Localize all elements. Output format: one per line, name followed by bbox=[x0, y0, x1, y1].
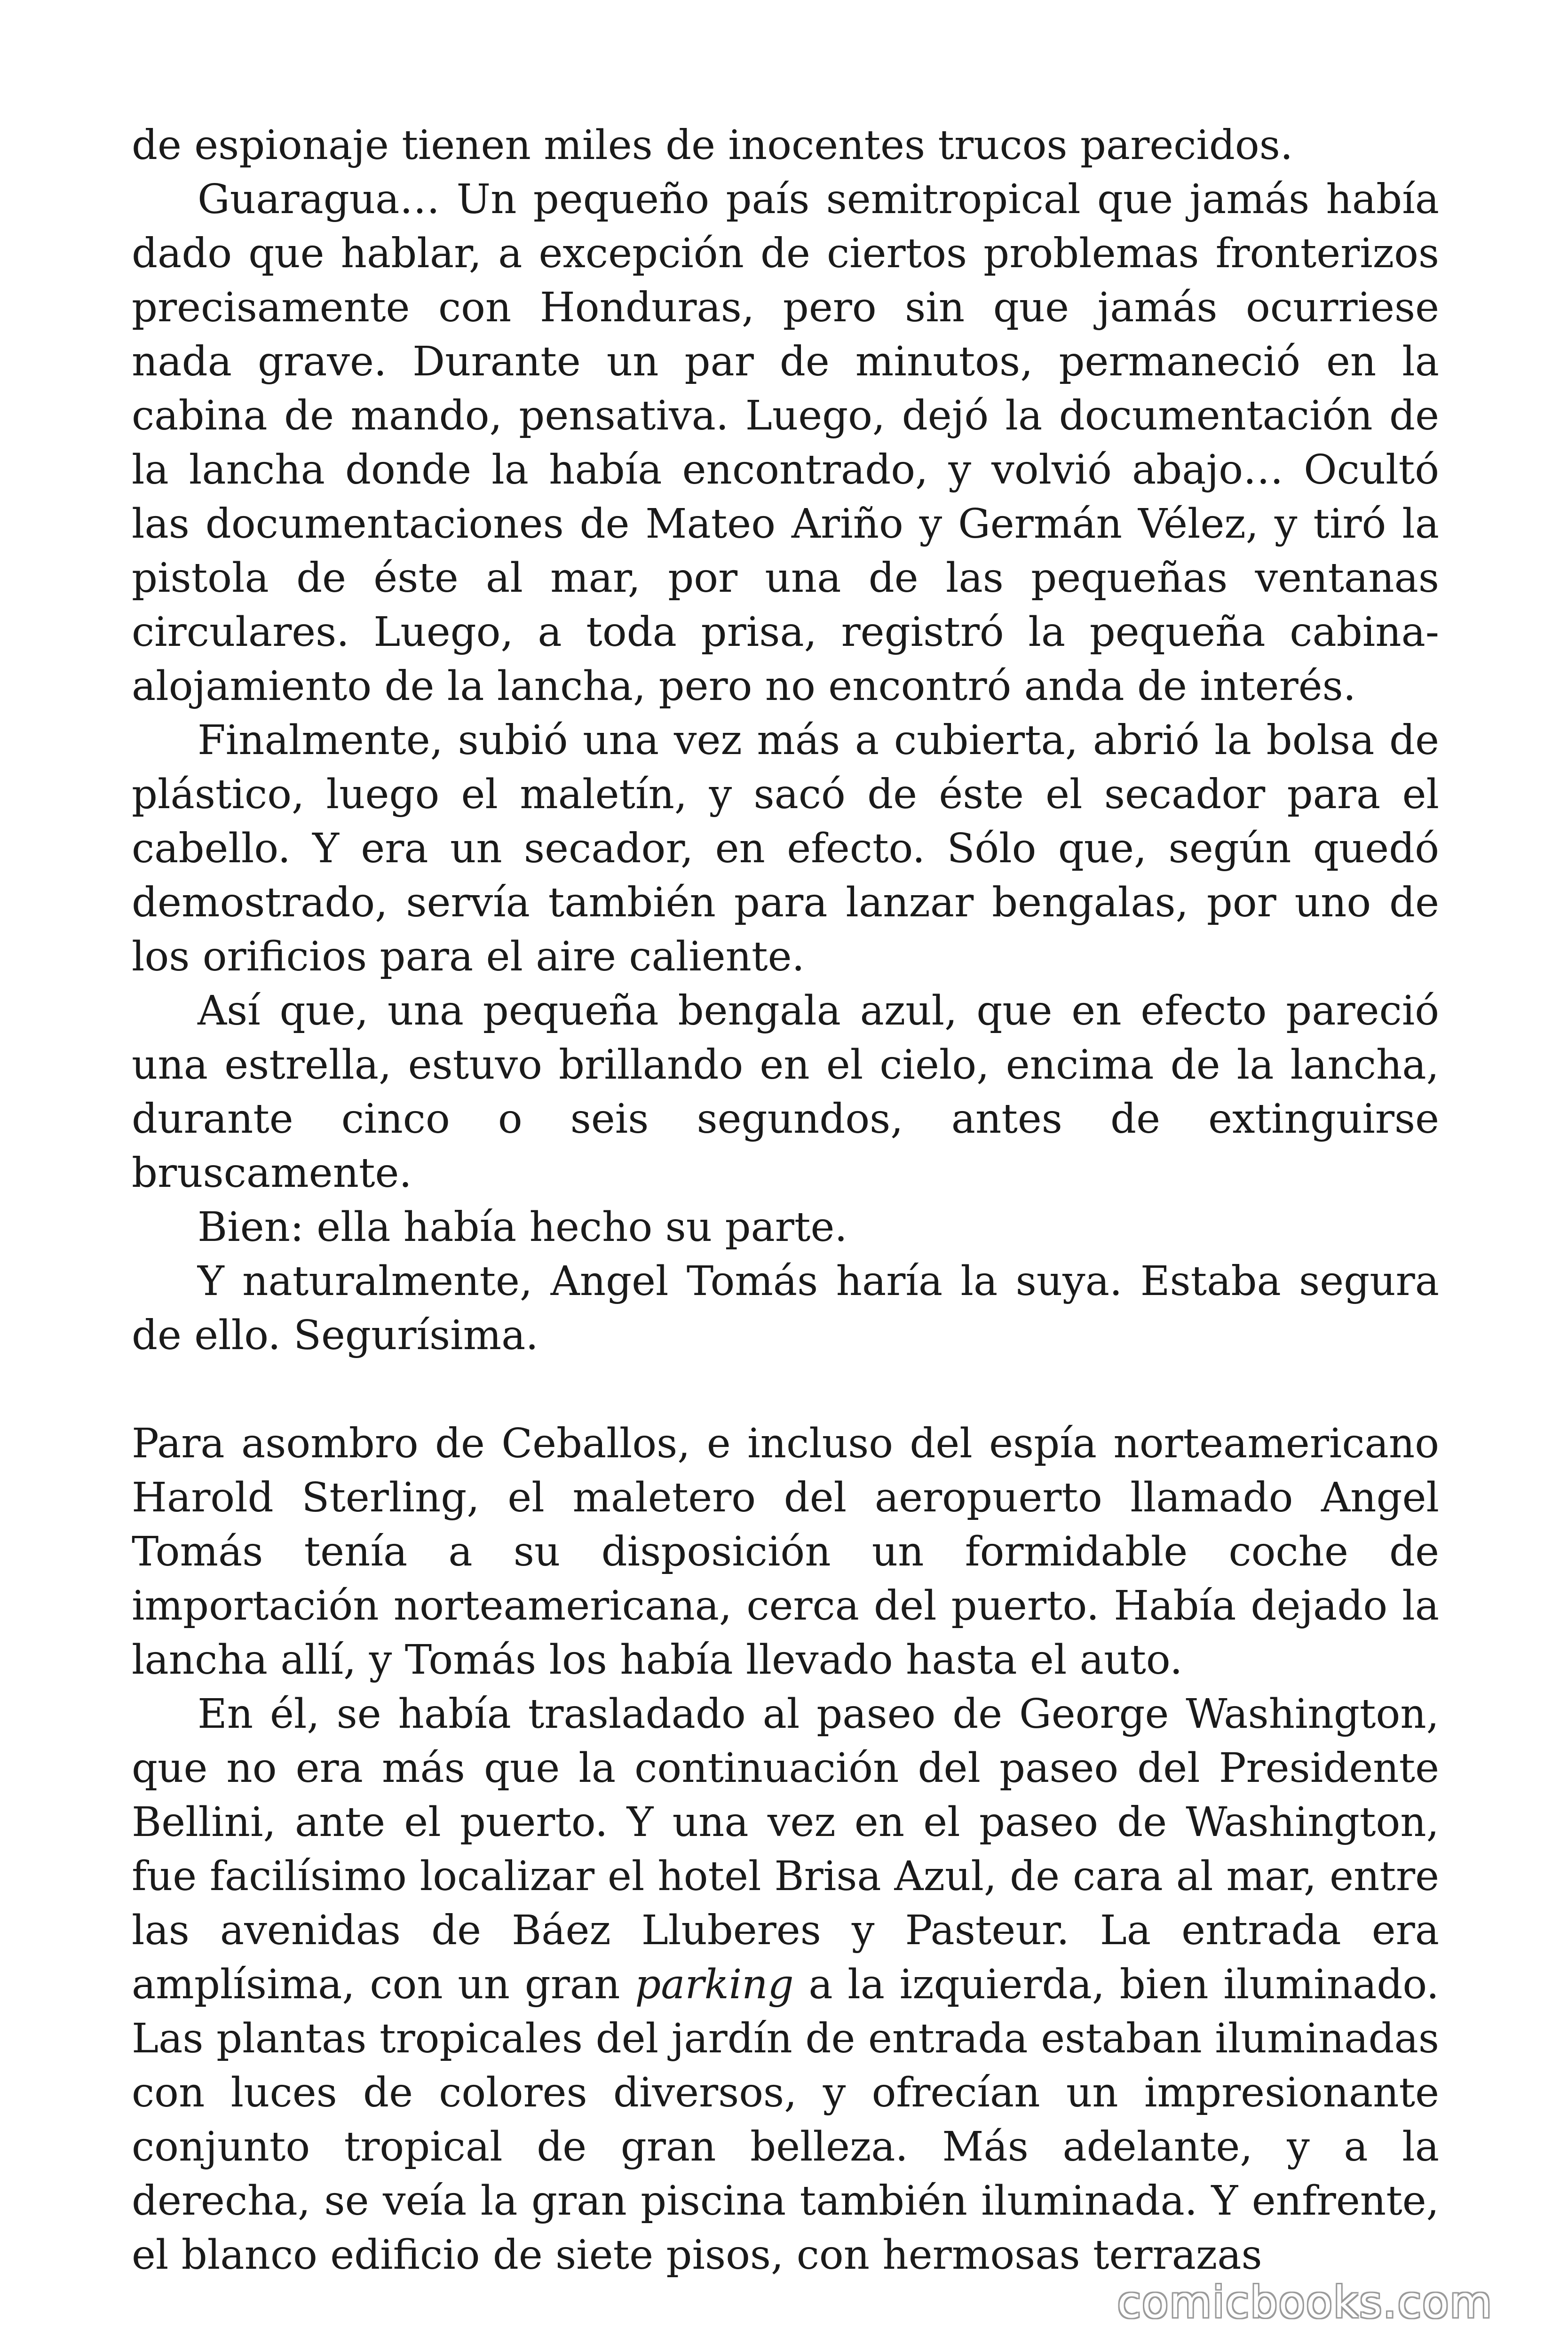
paragraph-naturalmente: Y naturalmente, Angel Tomás haría la suya. Estaba segura de ello. Segurísima. bbox=[132, 1258, 1439, 1359]
paragraph-continuation: de espionaje tienen miles de inocentes trucos parecidos. bbox=[132, 122, 1293, 169]
paragraph-finalmente: Finalmente, subió una vez más a cubierta, abrió la bolsa de plástico, luego el maletín, y sacó de éste el secador para el cabello. Y era un secador, en efecto. Sólo que, según quedó demostrado, servía también para lanzar bengalas, por uno de los orificios para el aire caliente. bbox=[132, 717, 1439, 980]
paragraph-guaragua: Guaragua… Un pequeño país semitropical que jamás había dado que hablar, a excepción de ciertos problemas fronterizos precisamente con Honduras, pero sin que jamás ocurriese nada grave. Durante un par de minutos, permaneció en la cabina de mando, pensativa. Luego, dejó la documentación de la lancha donde la había encontrado, y volvió abajo… Ocultó las documentaciones de Mateo Ariño y Germán Vélez, y tiró la pistola de éste al mar, por una de las pequeñas ventanas circulares. Luego, a toda prisa, registró la pequeña cabina-alojamiento de la lancha, pero no encontró anda de interés. bbox=[132, 176, 1439, 710]
watermark-logo: comicbooks.com bbox=[1117, 2277, 1493, 2328]
book-page-text bbox=[132, 119, 1439, 2282]
italic-word: parking bbox=[635, 1961, 794, 2008]
paragraph-en-el-rest: a la izquierda, bien iluminado. Las plantas tropicales del jardín de entrada estaban iluminadas con luces de colores diversos, y ofrecían un impresionante conjunto tropical de gran belleza. Más adelante, y a la derecha, se veía la gran piscina también iluminada. Y enfrente, el blanco edificio de siete pisos, con hermosas terrazas bbox=[132, 1961, 1440, 2279]
paragraph-bengala: Así que, una pequeña bengala azul, que en efecto pareció una estrella, estuvo brillando en el cielo, encima de la lancha, durante cinco o seis segundos, antes de extinguirse bruscamente. bbox=[132, 987, 1439, 1197]
paragraph-en-el-text: En él, se había trasladado al paseo de George Washington, que no era más que la continuación del paseo del Presidente Bellini, ante el puerto. Y una vez en el paseo de Washington, fue facilísimo localizar el hotel Brisa Azul, de cara al mar, entre las avenidas de Báez Lluberes y Pasteur. La entrada era amplísima, con un gran bbox=[132, 1691, 1439, 2008]
paragraph-en-el bbox=[132, 1687, 1439, 2282]
paragraph-section-start: Para asombro de Ceballos, e incluso del espía norteamericano Harold Sterling, el maletero del aeropuerto llamado Angel Tomás tenía a su disposición un formidable coche de importación norteamericana, cerca del puerto. Había dejado la lancha allí, y Tomás los había llevado hasta el auto. bbox=[132, 1420, 1439, 1684]
paragraph-bien: Bien: ella había hecho su parte. bbox=[198, 1204, 847, 1251]
